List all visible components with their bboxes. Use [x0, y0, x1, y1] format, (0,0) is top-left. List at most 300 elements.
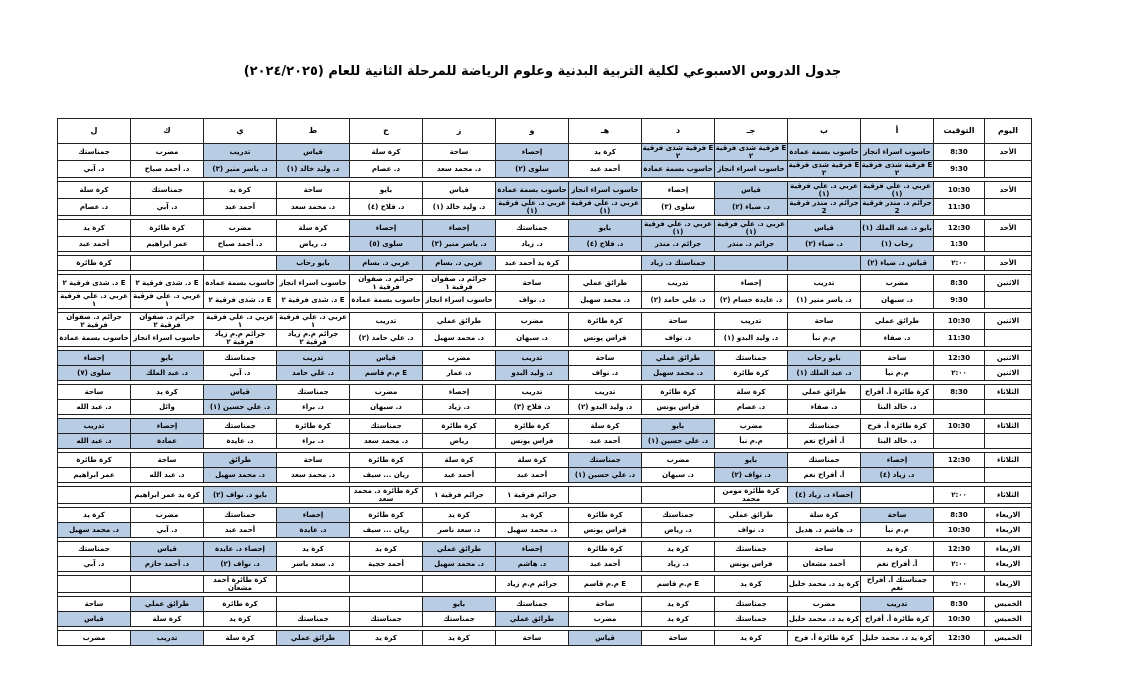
class-cell: إحصاء [496, 144, 569, 161]
header-group: جـ [715, 119, 788, 144]
day-cell: الأحد [985, 182, 1032, 199]
class-cell: مضرب [350, 385, 423, 400]
class-cell: جرائم فرقية ١ [496, 487, 569, 504]
time-cell: 12:30 [934, 220, 985, 237]
class-cell: جمناستك [277, 612, 350, 627]
schedule-row [58, 612, 1032, 627]
time-cell [934, 468, 985, 483]
class-cell: تدريب [350, 313, 423, 330]
header-group: و [496, 119, 569, 144]
class-cell: كرة يد [569, 144, 642, 161]
class-cell: م.م نبأ [861, 523, 934, 538]
time-cell: ٢:٠٠ [934, 576, 985, 593]
class-cell: حاسوب بسمة عمادة [496, 182, 569, 199]
class-cell: د. محمد سهيل [58, 523, 131, 538]
class-cell: بايو [569, 220, 642, 237]
class-cell: كرة يد [58, 508, 131, 523]
time-cell: 12:30 [934, 453, 985, 468]
class-cell: بايو د. عبد الملك (١) [861, 220, 934, 237]
time-cell: 12:30 [934, 351, 985, 366]
class-cell: ساحة [788, 542, 861, 557]
class-cell: د. عصام [715, 400, 788, 415]
day-cell [985, 161, 1032, 178]
class-cell: د. آبي [131, 199, 204, 216]
class-cell: مضرب [788, 597, 861, 612]
class-cell: كرة طائرة أ. فرح [788, 631, 861, 646]
class-cell: كرة سلة [569, 419, 642, 434]
class-cell: د. علي حامد (٢) [642, 292, 715, 309]
header-day: اليوم [985, 119, 1032, 144]
class-cell: أ. أفراح نغم [861, 557, 934, 572]
class-cell: أحمد عبد [496, 468, 569, 483]
class-cell: أحمد عبد [204, 199, 277, 216]
class-cell: م.م نبأ [715, 434, 788, 449]
class-cell [788, 256, 861, 271]
class-cell: مضرب [861, 275, 934, 292]
class-cell: عربي د. علي فرقية (١) [861, 182, 934, 199]
time-cell: ٢:٠٠ [934, 366, 985, 381]
class-cell: د. علي حامد [277, 366, 350, 381]
day-cell [985, 199, 1032, 216]
class-cell: حاسوب بسمة عمادة [204, 275, 277, 292]
class-cell: جمناستك د. زياد [642, 256, 715, 271]
class-cell: قياس [277, 144, 350, 161]
header-row [58, 119, 1032, 144]
header-group: ي [204, 119, 277, 144]
schedule-row [58, 487, 1032, 504]
class-cell: طرائق عملي [423, 313, 496, 330]
class-cell: د. نواف [642, 330, 715, 347]
class-cell: كرة طائرة [350, 508, 423, 523]
class-cell: E فرقية شذى فرقية ٢ [788, 161, 860, 177]
class-cell: كرة طائرة [277, 419, 350, 434]
class-cell: د. محمد سعد [277, 199, 350, 216]
class-cell: جرائم د. منذر [642, 237, 715, 252]
schedule-row [58, 366, 1032, 381]
schedule-row [58, 576, 1032, 593]
class-cell: عربي د. علي فرقية ١ [58, 292, 131, 309]
day-cell: الاربعاء [985, 576, 1032, 593]
class-cell: أ. أفراح نغم [788, 468, 861, 483]
class-cell: د. صفاء [788, 400, 861, 415]
class-cell: كرة طائرة أ. أفراح [861, 385, 934, 400]
class-cell: كرة يد [642, 612, 715, 627]
class-cell: جمناستك [58, 542, 131, 557]
class-cell: د. فلاح (٤) [350, 199, 423, 216]
time-cell: 11:30 [934, 199, 985, 216]
class-cell: د. سبهان [350, 400, 423, 415]
time-cell: 8:30 [934, 385, 985, 400]
class-cell: أحمد عبد [58, 237, 131, 252]
class-cell: إحصاء د. عايدة [204, 542, 277, 557]
class-cell: تدريب [131, 631, 204, 646]
class-cell: جمناستك [350, 612, 423, 627]
class-cell: مضرب [642, 453, 715, 468]
schedule-row [58, 453, 1032, 468]
class-cell: جمناستك [204, 419, 277, 434]
day-cell [985, 292, 1032, 309]
class-cell [642, 487, 715, 504]
class-cell: وائل [131, 400, 204, 415]
class-cell: جرائم د. صفوان فرقية ٢ [131, 313, 204, 330]
class-cell: د. وليد البدو (٢) [569, 400, 642, 415]
time-cell [934, 434, 985, 449]
class-cell: د. وليد البدو [496, 366, 569, 381]
class-cell: د. سبهان [496, 330, 569, 347]
class-cell: عربي د. بسام [350, 256, 423, 271]
day-cell: الاثنين [985, 366, 1032, 381]
class-cell: ساحة [423, 144, 496, 161]
class-cell [569, 256, 642, 271]
class-cell: جمناستك [715, 351, 788, 366]
time-cell [934, 400, 985, 415]
class-cell: جمناستك [496, 597, 569, 612]
class-cell: طرائق عملي [496, 612, 569, 627]
class-cell: د. زياد [496, 237, 569, 252]
class-cell: تدريب [58, 419, 131, 434]
time-cell: ٢:٠٠ [934, 557, 985, 572]
class-cell [350, 597, 423, 612]
class-cell: كرة سلة [715, 385, 788, 400]
class-cell: بايو د. نواف (٢) [204, 487, 277, 504]
day-cell: الاربعاء [985, 557, 1032, 572]
class-cell: جمناستك [642, 508, 715, 523]
class-cell: د. رياض [277, 237, 350, 252]
class-cell: حاسوب بسمة عمادة [788, 144, 861, 161]
schedule-row [58, 199, 1032, 216]
day-cell: الاثنين [985, 275, 1032, 292]
class-cell: ساحة [788, 313, 861, 330]
class-cell [131, 256, 204, 271]
schedule-row [58, 351, 1032, 366]
class-cell: E د. شذى فرقية ٢ [131, 275, 204, 292]
class-cell: إحصاء [861, 453, 934, 468]
class-cell: د. محمد سهيل [496, 523, 569, 538]
class-cell: مضرب [423, 351, 496, 366]
schedule-row [58, 523, 1032, 538]
class-cell: قياس د. ضياء (٢) [861, 256, 934, 271]
time-cell: 9:30 [934, 161, 985, 178]
time-cell: 11:30 [934, 330, 985, 347]
class-cell: فراس يونس [569, 523, 642, 538]
class-cell: بايو [350, 182, 423, 199]
class-cell: كرة يد [204, 612, 277, 627]
class-cell: د. علي حسين (١) [642, 434, 715, 449]
class-cell: د. هاشم [496, 557, 569, 572]
class-cell [131, 576, 204, 593]
class-cell: E د. شذى فرقية ٢ [277, 292, 350, 309]
time-cell: 10:30 [934, 313, 985, 330]
class-cell: أ. أفراح نغم [788, 434, 861, 449]
class-cell: عمر ابراهيم [131, 237, 204, 252]
class-cell: كرة سلة [788, 508, 861, 523]
schedule-row [58, 508, 1032, 523]
class-cell [277, 597, 350, 612]
class-cell: طرائق عملي [423, 542, 496, 557]
schedule-row [58, 182, 1032, 199]
class-cell: عربي د. علي فرقية (١) [496, 199, 569, 216]
class-cell: كرة يد [715, 631, 788, 646]
class-cell: ريان ... سيف [350, 468, 423, 483]
class-cell: مضرب [131, 144, 204, 161]
class-cell: كرة يد [715, 576, 788, 593]
class-cell: ساحة [861, 508, 934, 523]
class-cell: أحمد عبد [569, 434, 642, 449]
schedule-row [58, 542, 1032, 557]
class-cell: د. عبد الملك [131, 366, 204, 381]
class-cell: م.م نبأ [861, 366, 934, 381]
class-cell: طرائق عملي [277, 631, 350, 646]
class-cell: قياس [569, 631, 642, 646]
class-cell: كرة يد [350, 542, 423, 557]
class-cell: جمناستك [788, 419, 861, 434]
class-cell: E د. شذى فرقية ٢ [204, 292, 277, 309]
class-cell: د. ياسر منير (٣) [423, 237, 496, 252]
class-cell: د. نواف [496, 292, 569, 309]
header-group: أ [861, 119, 934, 144]
time-cell: 8:30 [934, 597, 985, 612]
class-cell: تدريب [277, 351, 350, 366]
class-cell: كرة يد [204, 182, 277, 199]
class-cell: جمناستك [569, 453, 642, 468]
class-cell: د. علي حسين (١) [569, 468, 642, 483]
class-cell: قياس [131, 542, 204, 557]
class-cell: تدريب [204, 144, 277, 161]
class-cell: جمناستك [423, 612, 496, 627]
class-cell: كرة طائرة [58, 256, 131, 271]
class-cell: د. فلاح (٣) [496, 400, 569, 415]
class-cell: د. محمد سعد [350, 434, 423, 449]
class-cell: E فرقية شذى فرقية ٢ [715, 144, 787, 160]
class-cell: طرائق عملي [861, 313, 934, 330]
class-cell: إحصاء [350, 220, 423, 237]
class-cell: د. وليد البدو (١) [715, 330, 788, 347]
class-cell: E م.م قاسم [350, 366, 423, 381]
time-cell: 12:30 [934, 631, 985, 646]
schedule-row [58, 400, 1032, 415]
class-cell: كرة يد [423, 631, 496, 646]
class-cell: بايو [642, 419, 715, 434]
class-cell: كرة طائرة مومن محمد [715, 487, 788, 504]
class-cell: كرة سلة [423, 453, 496, 468]
day-cell: الأحد [985, 220, 1032, 237]
class-cell: د. سبهان [642, 468, 715, 483]
time-cell: 12:30 [934, 542, 985, 557]
class-cell: جمناستك [715, 612, 788, 627]
class-cell [58, 576, 131, 593]
class-cell: د. براء [277, 400, 350, 415]
class-cell: د. صفاء [861, 330, 934, 347]
class-cell: تدريب [496, 385, 569, 400]
class-cell: أحمد عبد [423, 468, 496, 483]
class-cell: حاسوب اسراء انجاز [861, 144, 934, 161]
class-cell: عربي د. علي فرقية ١ [277, 313, 350, 330]
class-cell: بايو [131, 351, 204, 366]
class-cell: كرة سلة [131, 612, 204, 627]
header-group: ل [58, 119, 131, 144]
class-cell: د. وليد خالد (١) [423, 199, 496, 216]
class-cell: كرة طائرة [350, 453, 423, 468]
class-cell: تدريب [715, 313, 788, 330]
schedule-row [58, 419, 1032, 434]
schedule-row [58, 631, 1032, 646]
day-cell: الخميس [985, 612, 1032, 627]
class-cell: جرائم د. منذر فرقية 2 [789, 199, 859, 215]
class-cell: كرة يد [58, 220, 131, 237]
class-cell: د. سبهان [861, 292, 934, 309]
class-cell: مضرب [569, 612, 642, 627]
class-cell: د. نواف [569, 366, 642, 381]
class-cell: تدريب [496, 351, 569, 366]
class-cell: حاسوب بسمة عمادة [350, 292, 423, 309]
schedule-row [58, 292, 1032, 309]
class-cell [423, 576, 496, 593]
class-cell: د. رياض [642, 523, 715, 538]
time-cell: 8:30 [934, 275, 985, 292]
class-cell: حاسوب اسراء انجاز [715, 161, 788, 178]
class-cell: كرة طائرة [715, 366, 788, 381]
header-group: ك [131, 119, 204, 144]
class-cell: كرة يد [496, 508, 569, 523]
class-cell: د. محمد سعد [277, 468, 350, 483]
class-cell: كرة سلة [204, 631, 277, 646]
class-cell [350, 576, 423, 593]
class-cell: طرائق عملي [131, 597, 204, 612]
class-cell: د. فلاح (٤) [569, 237, 642, 252]
class-cell: د. عايدة [277, 523, 350, 538]
class-cell: د. محمد سعد [423, 161, 496, 178]
class-cell: حاسوب اسراء انجاز [277, 275, 350, 292]
class-cell: مضرب [131, 508, 204, 523]
class-cell: جمناستك [204, 351, 277, 366]
class-cell: طرائق عملي [715, 508, 788, 523]
class-cell: حاسوب بسمة عمادة [642, 161, 715, 178]
day-cell [985, 468, 1032, 483]
class-cell: جمناستك [715, 597, 788, 612]
time-cell: ٢:٠٠ [934, 487, 985, 504]
class-cell: ساحة [58, 385, 131, 400]
header-group: ز [423, 119, 496, 144]
class-cell: إحصاء [423, 385, 496, 400]
class-cell: د. ياسر منير (٣) [204, 161, 277, 178]
time-cell: 10:30 [934, 182, 985, 199]
day-cell: الاثنين [985, 351, 1032, 366]
class-cell: قياس [204, 385, 277, 400]
class-cell: مضرب [496, 313, 569, 330]
day-cell [985, 434, 1032, 449]
class-cell: د. آبي [58, 557, 131, 572]
class-cell: بايو [715, 453, 788, 468]
class-cell: د. أحمد حازم [131, 557, 204, 572]
class-cell: د. علي حامد (٢) [350, 330, 423, 347]
class-cell: تدريب [861, 597, 934, 612]
class-cell: جرائم م.م زياد فرقية ٢ [277, 330, 350, 347]
class-cell: د. ياسر منير (١) [788, 292, 861, 309]
header-group: ب [788, 119, 861, 144]
class-cell: د. أحمد صباح [204, 237, 277, 252]
class-cell: إحصاء [131, 419, 204, 434]
class-cell: كرة طائرة [131, 220, 204, 237]
class-cell: د. زياد [642, 557, 715, 572]
day-cell: الثلاثاء [985, 419, 1032, 434]
class-cell: جمناستك [277, 385, 350, 400]
class-cell: د. محمد سهيل [642, 366, 715, 381]
class-cell: عربي د. بسام [423, 256, 496, 271]
class-cell: كرة يد [642, 542, 715, 557]
class-cell: أحمد عبد [569, 161, 642, 178]
header-group: ط [277, 119, 350, 144]
class-cell: عمر ابراهيم [58, 468, 131, 483]
class-cell [861, 487, 934, 504]
class-cell: ساحة [496, 631, 569, 646]
header-group: ح [350, 119, 423, 144]
class-cell: طرائق عملي [569, 275, 642, 292]
weekly-schedule-table [57, 118, 1032, 646]
schedule-row [58, 144, 1032, 161]
class-cell: جمناستك [788, 453, 861, 468]
class-cell: د. عبد الله [58, 434, 131, 449]
class-cell: حاسوب اسراء انجاز [131, 330, 204, 347]
class-cell: عربي د. علي فرقية (١) [715, 220, 788, 237]
schedule-row [58, 385, 1032, 400]
class-cell [715, 256, 788, 271]
class-cell [58, 487, 131, 504]
class-cell: د. عصام [58, 199, 131, 216]
class-cell: جرائم د. صفوان فرقية ١ [423, 275, 496, 292]
class-cell: حاسوب اسراء انجاز [569, 182, 642, 199]
class-cell: سلوى (٣) [642, 199, 715, 216]
day-cell: الأحد [985, 256, 1032, 271]
schedule-row [58, 434, 1032, 449]
class-cell: كرة يد [350, 631, 423, 646]
schedule-row [58, 557, 1032, 572]
class-cell: د. زياد (٤) [861, 468, 934, 483]
class-cell: كرة يد [642, 597, 715, 612]
schedule-row [58, 237, 1032, 252]
class-cell: أحمد عبد [204, 523, 277, 538]
class-cell: سلوى (٧) [58, 366, 131, 381]
class-cell: فراس يونس [569, 330, 642, 347]
class-cell: كرة سلة [277, 220, 350, 237]
class-cell: د. أحمد صباح [131, 161, 204, 178]
class-cell: رحاب (١) [861, 237, 934, 252]
class-cell: كرة يد د. محمد خليل [788, 612, 861, 627]
class-cell: سلوى (٥) [350, 237, 423, 252]
class-cell: د. وليد خالد (١) [277, 161, 350, 178]
schedule-row [58, 275, 1032, 292]
class-cell: كرة يد [277, 542, 350, 557]
class-cell: د. عبد الملك (١) [788, 366, 861, 381]
day-cell [985, 237, 1032, 252]
class-cell: ساحة [58, 597, 131, 612]
class-cell: كرة طائرة أ. فرح [861, 419, 934, 434]
class-cell: عربي د. علي فرقية (١) [788, 182, 861, 199]
time-cell: 10:30 [934, 523, 985, 538]
class-cell: رياض [423, 434, 496, 449]
class-cell: د. عمار [423, 366, 496, 381]
class-cell: جرائم م.م زياد فرقية ٢ [204, 330, 277, 347]
class-cell: ساحة [642, 631, 715, 646]
class-cell: كرة طائرة أحمد مشعان [204, 576, 277, 593]
day-cell: الثلاثاء [985, 453, 1032, 468]
time-cell: 10:30 [934, 419, 985, 434]
class-cell: E فرقية شذى فرقية ٢ [861, 161, 933, 177]
day-cell: الاثنين [985, 313, 1032, 330]
schedule-row [58, 256, 1032, 271]
time-cell: 8:30 [934, 508, 985, 523]
class-cell: جرائم د. منذر فرقية 2 [862, 199, 932, 215]
time-cell: 9:30 [934, 292, 985, 309]
